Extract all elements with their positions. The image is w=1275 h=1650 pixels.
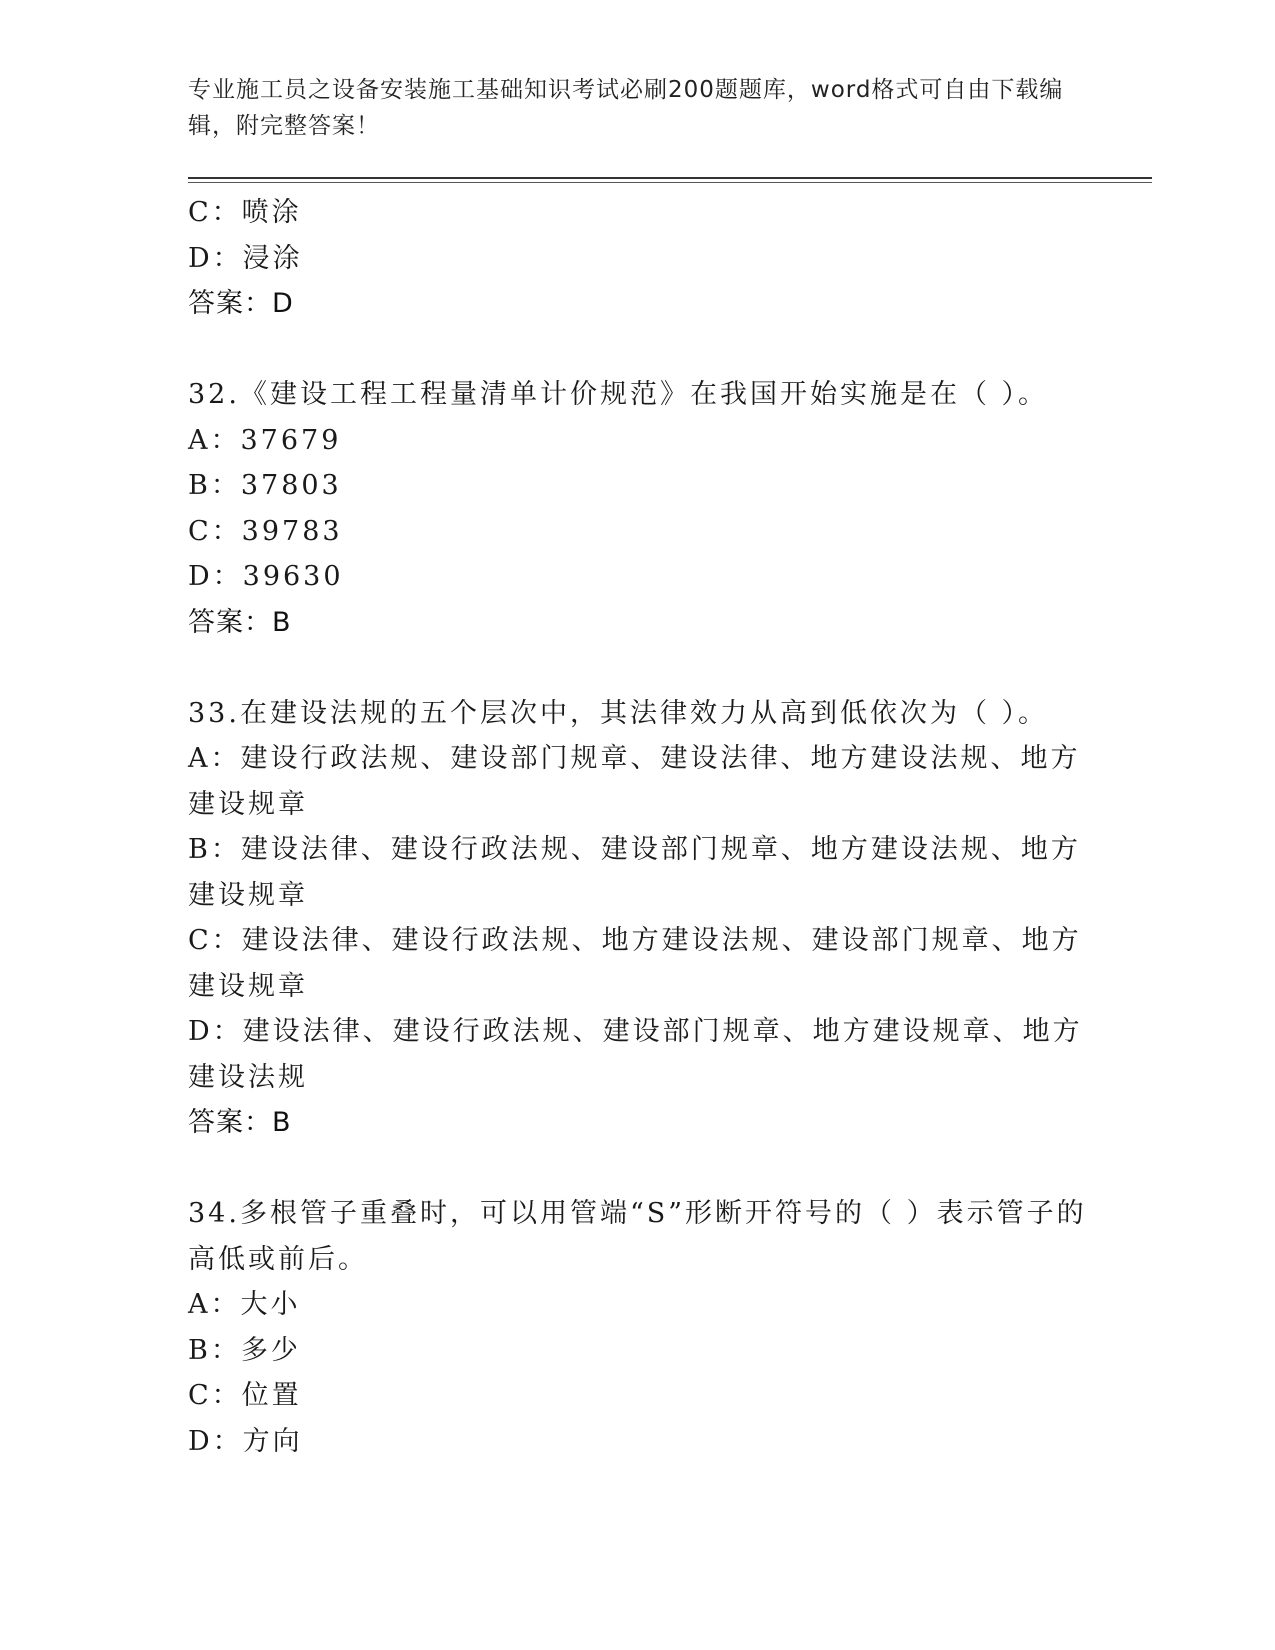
question-list [188, 190, 1088, 1464]
option-b: B：建设法律、建设行政法规、建设部门规章、地方建设法规、地方建设规章 [188, 834, 1081, 911]
option-a: A：大小 [188, 1289, 301, 1320]
document-header [188, 72, 1068, 144]
option-a: A：37679 [188, 424, 342, 456]
option-d: D：浸涂 [188, 242, 303, 274]
question-33 [188, 691, 1088, 1146]
question-32 [188, 372, 1088, 645]
spacer [188, 645, 1088, 691]
option-a: A：建设行政法规、建设部门规章、建设法律、地方建设法规、地方建设规章 [188, 743, 1081, 820]
question-stem: 32.《建设工程工程量清单计价规范》在我国开始实施是在（ ）。 [188, 379, 1049, 410]
header-title: 专业施工员之设备安装施工基础知识考试必刷200题题库，word格式可自由下载编辑，附完整答案！ [188, 77, 1064, 139]
header-divider [188, 177, 1152, 179]
option-c: C：位置 [188, 1380, 302, 1411]
question-stem: 33.在建设法规的五个层次中，其法律效力从高到低依次为（ ）。 [188, 697, 1049, 729]
option-d: D：方向 [188, 1425, 303, 1457]
option-c: C：39783 [188, 515, 343, 547]
answer-line: 答案：D [188, 288, 294, 319]
spacer [188, 1146, 1088, 1192]
option-b: B：37803 [188, 470, 342, 501]
header-divider-thin [188, 182, 1152, 183]
previous-question-tail [188, 190, 1088, 327]
spacer [188, 327, 1088, 373]
answer-line: 答案：B [188, 606, 292, 638]
question-stem: 34.多根管子重叠时，可以用管端“S”形断开符号的（ ）表示管子的高低或前后。 [188, 1198, 1087, 1275]
question-34 [188, 1191, 1088, 1464]
option-c: C：建设法律、建设行政法规、地方建设法规、建设部门规章、地方建设规章 [188, 925, 1082, 1002]
option-d: D：建设法律、建设行政法规、建设部门规章、地方建设规章、地方建设法规 [188, 1016, 1083, 1093]
option-d: D：39630 [188, 561, 344, 592]
option-c: C：喷涂 [188, 197, 302, 228]
answer-line: 答案：B [188, 1107, 292, 1138]
option-b: B：多少 [188, 1334, 301, 1366]
